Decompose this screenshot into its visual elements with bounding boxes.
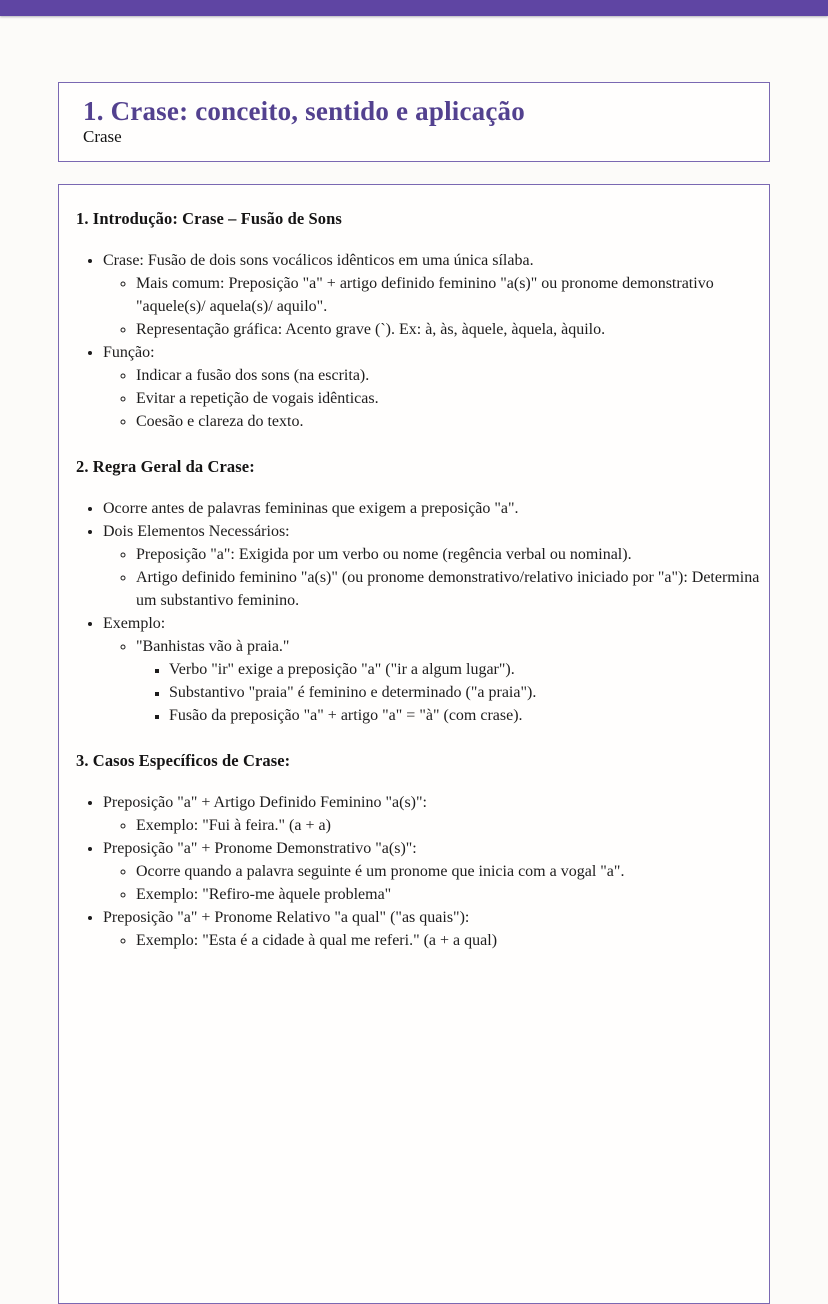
list-item-text: Exemplo: "Esta é a cidade à qual me referi." (a + a qual) — [136, 932, 498, 950]
bullet-sublist — [103, 814, 761, 837]
top-accent-bar — [0, 0, 828, 16]
list-item — [136, 387, 761, 410]
list-item-text: Preposição "a": Exigida por um verbo ou nome (regência verbal ou nominal). — [136, 546, 632, 564]
list-item-text: Coesão e clareza do texto. — [136, 413, 304, 431]
title-card — [58, 82, 770, 162]
list-item-text: Exemplo: "Refiro-me àquele problema" — [136, 886, 392, 904]
list-item-text: Evitar a repetição de vogais idênticas. — [136, 390, 379, 408]
section-heading: 3. Casos Específicos de Crase: — [76, 751, 291, 771]
bullet-sublist — [103, 929, 761, 952]
list-item-text: Indicar a fusão dos sons (na escrita). — [136, 367, 370, 385]
page-title: 1. Crase: conceito, sentido e aplicação — [83, 96, 525, 126]
list-item-text: Ocorre antes de palavras femininas que exigem a preposição "a". — [103, 500, 519, 518]
section-introducao — [76, 209, 761, 433]
list-item — [136, 566, 761, 612]
list-item — [136, 929, 761, 952]
list-item-text: Exemplo: "Fui à feira." (a + a) — [136, 817, 331, 835]
list-item — [103, 906, 761, 952]
list-item — [103, 791, 761, 837]
bullet-list — [76, 249, 761, 433]
list-item — [103, 520, 761, 612]
list-item — [103, 612, 761, 727]
list-item — [136, 883, 761, 906]
list-item — [136, 272, 761, 318]
list-item-text: Fusão da preposição "a" + artigo "a" = "à" (com crase). — [169, 707, 523, 725]
list-item — [103, 341, 761, 433]
list-item-text: Função: — [103, 344, 155, 362]
list-item — [136, 318, 761, 341]
list-item-text: Artigo definido feminino "a(s)" (ou pronome demonstrativo/relativo iniciado por "a"): Determina um substantivo feminino. — [136, 569, 760, 610]
page-subtitle: Crase — [83, 127, 122, 147]
bullet-sublist — [103, 635, 761, 727]
list-item — [169, 681, 761, 704]
bullet-list — [76, 497, 761, 727]
bullet-list — [76, 791, 761, 952]
bullet-sublist — [103, 364, 761, 433]
list-item-text: Representação gráfica: Acento grave (`). Ex: à, às, àquele, àquela, àquilo. — [136, 321, 606, 339]
list-item — [136, 543, 761, 566]
list-item-text: "Banhistas vão à praia." — [136, 638, 290, 656]
list-item-text: Preposição "a" + Artigo Definido Feminino "a(s)": — [103, 794, 427, 812]
section-regra-geral — [76, 457, 761, 727]
list-item-text: Preposição "a" + Pronome Demonstrativo "a(s)": — [103, 840, 417, 858]
bullet-subsublist — [136, 658, 761, 727]
list-item — [136, 364, 761, 387]
list-item-text: Verbo "ir" exige a preposição "a" ("ir a algum lugar"). — [169, 661, 515, 679]
list-item — [136, 410, 761, 433]
list-item — [103, 249, 761, 341]
section-heading: 2. Regra Geral da Crase: — [76, 457, 255, 477]
list-item — [136, 814, 761, 837]
list-item — [103, 497, 761, 520]
list-item-text: Substantivo "praia" é feminino e determinado ("a praia"). — [169, 684, 537, 702]
section-casos-especificos — [76, 751, 761, 952]
list-item — [169, 704, 761, 727]
list-item-text: Exemplo: — [103, 615, 166, 633]
list-item-text: Dois Elementos Necessários: — [103, 523, 290, 541]
bullet-sublist — [103, 543, 761, 612]
list-item-text: Mais comum: Preposição "a" + artigo definido feminino "a(s)" ou pronome demonstrativo "aquele(s)/ aquela(s)/ aquilo". — [136, 275, 714, 316]
list-item-text: Crase: Fusão de dois sons vocálicos idênticos em uma única sílaba. — [103, 252, 534, 270]
list-item — [136, 635, 761, 727]
list-item — [169, 658, 761, 681]
bullet-sublist — [103, 860, 761, 906]
content-card — [58, 184, 770, 1304]
section-heading: 1. Introdução: Crase – Fusão de Sons — [76, 209, 342, 229]
list-item-text: Preposição "a" + Pronome Relativo "a qual" ("as quais"): — [103, 909, 470, 927]
list-item — [103, 837, 761, 906]
bullet-sublist — [103, 272, 761, 341]
list-item — [136, 860, 761, 883]
list-item-text: Ocorre quando a palavra seguinte é um pronome que inicia com a vogal "a". — [136, 863, 625, 881]
